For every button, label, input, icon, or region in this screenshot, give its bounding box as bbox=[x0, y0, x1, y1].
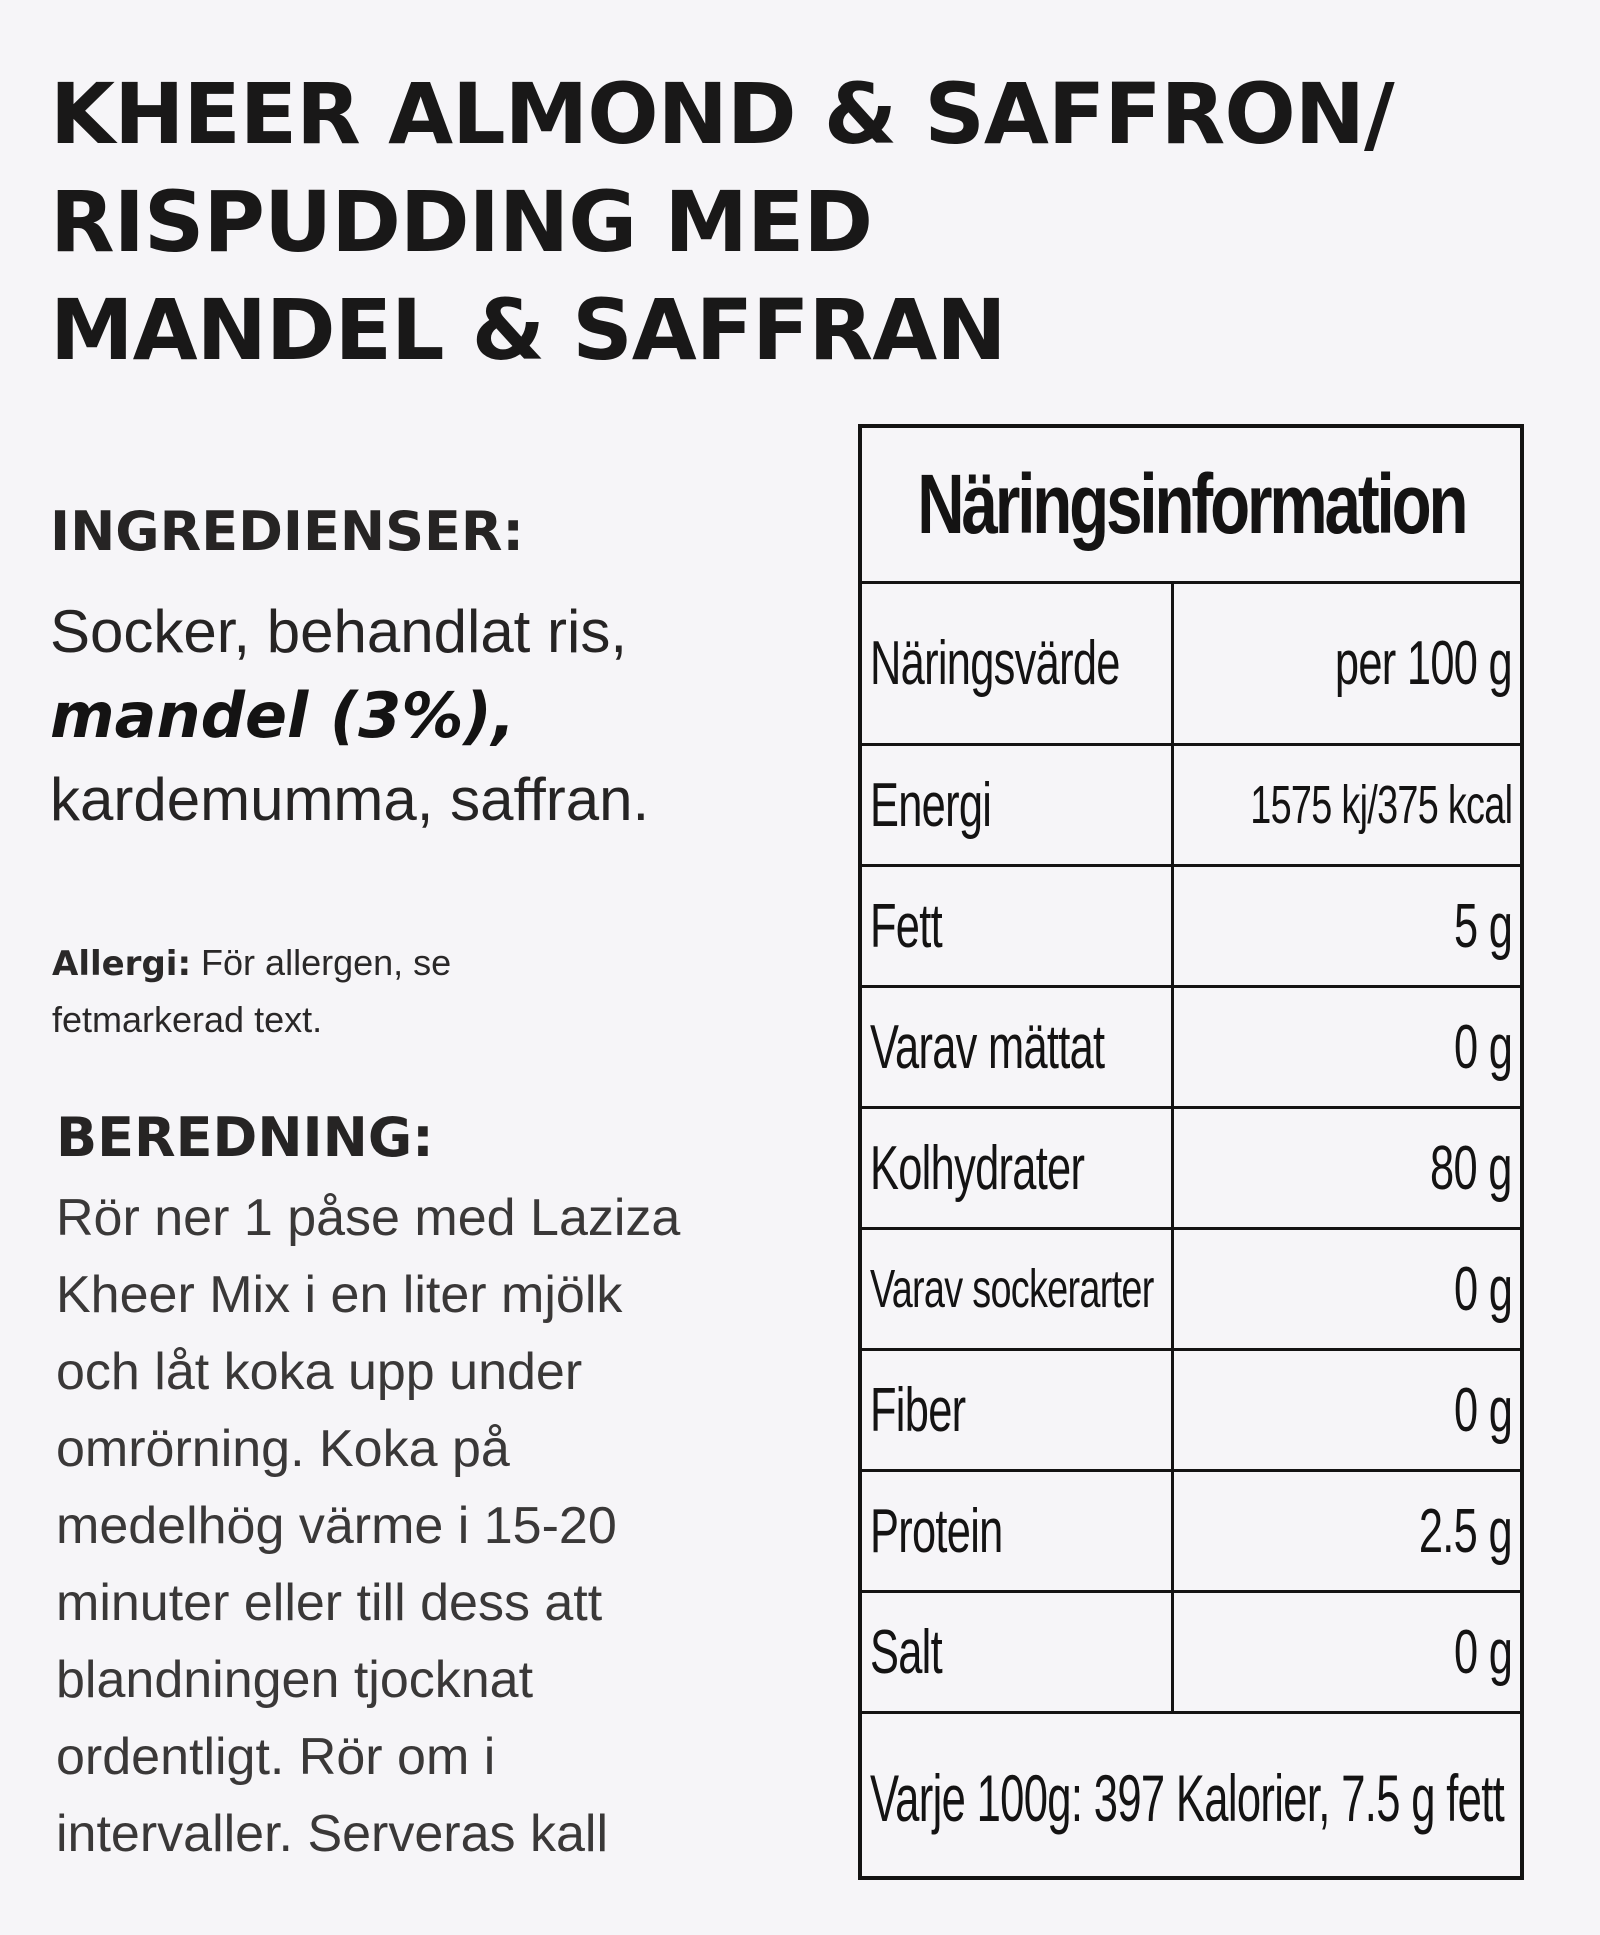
nutrition-title: Näringsinformation bbox=[862, 428, 1520, 584]
nutrition-label: Fett bbox=[862, 867, 1174, 985]
preparation-line: intervaller. Serveras kall bbox=[56, 1805, 608, 1863]
nutrition-label: Salt bbox=[862, 1593, 1174, 1711]
nutrition-label: Fiber bbox=[862, 1351, 1174, 1469]
preparation-heading: BEREDNING: bbox=[56, 1106, 434, 1169]
preparation-line: och låt koka upp under bbox=[56, 1343, 583, 1401]
nutrition-value: 0 g bbox=[1453, 1617, 1512, 1687]
nutrition-value: 2.5 g bbox=[1418, 1496, 1512, 1566]
nutrition-header-row bbox=[862, 584, 1520, 746]
nutrition-label: Varav sockerarter bbox=[862, 1230, 1174, 1348]
nutrition-label: Kolhydrater bbox=[862, 1109, 1174, 1227]
title-line-1: KHEER ALMOND & SAFFRON/ bbox=[50, 65, 1394, 163]
preparation-line: medelhög värme i 15-20 bbox=[56, 1497, 617, 1555]
nutrition-header-value: per 100 g bbox=[1334, 629, 1512, 698]
preparation-line: omrörning. Koka på bbox=[56, 1420, 510, 1478]
allergy-note bbox=[52, 935, 612, 1048]
nutrition-row bbox=[862, 746, 1520, 867]
nutrition-row bbox=[862, 1351, 1520, 1472]
ingredients-heading: INGREDIENSER: bbox=[50, 500, 525, 563]
nutrition-row bbox=[862, 1230, 1520, 1351]
preparation-line: blandningen tjocknat bbox=[56, 1651, 534, 1709]
nutrition-header-label: Näringsvärde bbox=[862, 584, 1174, 743]
ingredients-line-3: kardemumma, saffran. bbox=[50, 766, 650, 833]
nutrition-value: 1575 kj/375 kcal bbox=[1250, 775, 1512, 835]
nutrition-row bbox=[862, 988, 1520, 1109]
title-line-3: MANDEL & SAFFRAN bbox=[50, 281, 1006, 379]
nutrition-row bbox=[862, 1593, 1520, 1714]
nutrition-footer: Varje 100g: 397 Kalorier, 7.5 g fett bbox=[870, 1760, 1505, 1835]
preparation-line: minuter eller till dess att bbox=[56, 1574, 603, 1632]
allergy-text-2: fetmarkerad text. bbox=[52, 999, 323, 1040]
preparation-text bbox=[56, 1180, 816, 1873]
nutrition-value: 0 g bbox=[1453, 1254, 1512, 1324]
nutrition-value: 0 g bbox=[1453, 1375, 1512, 1445]
title-line-2: RISPUDDING MED bbox=[50, 173, 873, 271]
product-title bbox=[50, 60, 1470, 384]
nutrition-row bbox=[862, 867, 1520, 988]
preparation-line: Rör ner 1 påse med Laziza bbox=[56, 1189, 681, 1247]
nutrition-value: 0 g bbox=[1453, 1012, 1512, 1082]
nutrition-value: 80 g bbox=[1430, 1133, 1512, 1203]
nutrition-label: Protein bbox=[862, 1472, 1174, 1590]
nutrition-row bbox=[862, 1109, 1520, 1230]
nutrition-label: Energi bbox=[862, 746, 1174, 864]
ingredients-text bbox=[50, 590, 830, 842]
ingredients-line-1: Socker, behandlat ris, bbox=[50, 598, 628, 665]
nutrition-label: Varav mättat bbox=[862, 988, 1174, 1106]
preparation-line: Kheer Mix i en liter mjölk bbox=[56, 1266, 623, 1324]
ingredients-emphasis: mandel (3%), bbox=[50, 679, 516, 752]
allergy-text-1: För allergen, se bbox=[191, 942, 452, 983]
preparation-line: ordentligt. Rör om i bbox=[56, 1728, 496, 1786]
nutrition-table bbox=[858, 424, 1524, 1880]
allergy-label: Allergi: bbox=[52, 944, 192, 984]
nutrition-row bbox=[862, 1472, 1520, 1593]
nutrition-value: 5 g bbox=[1453, 891, 1512, 961]
